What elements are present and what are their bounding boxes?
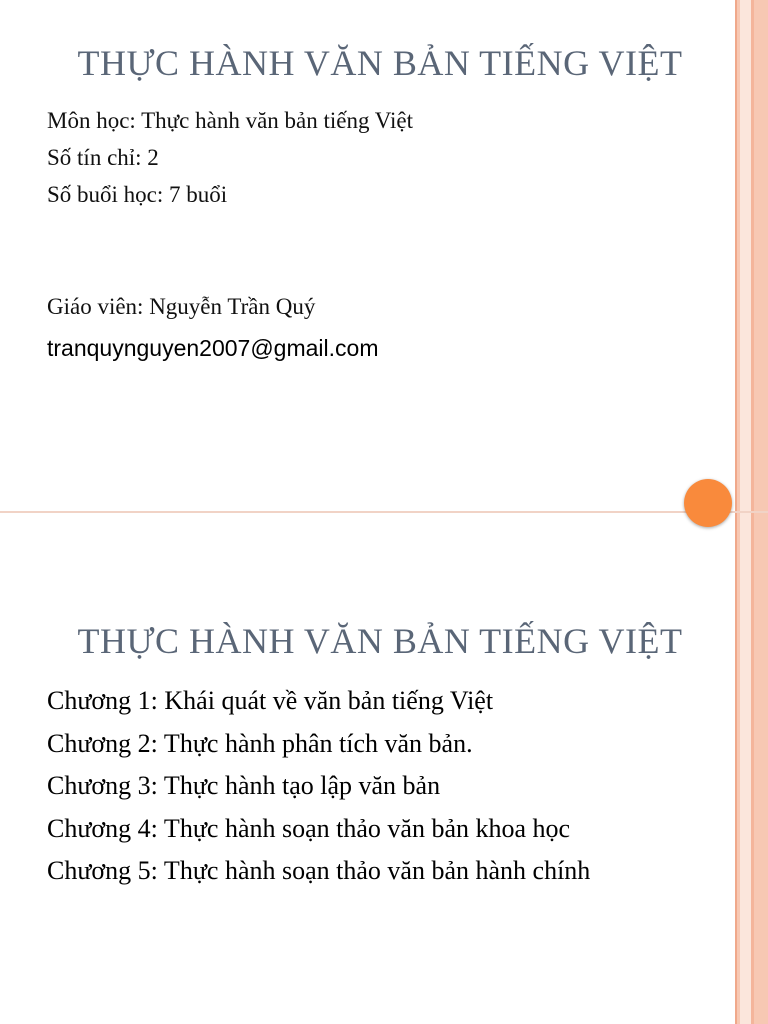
decorative-band-inner <box>740 512 751 1024</box>
course-name: Môn học: Thực hành văn bản tiếng Việt <box>47 108 414 133</box>
chapter-list <box>47 684 590 897</box>
decorative-band-line <box>751 512 754 1024</box>
slide-2 <box>0 512 768 1024</box>
sessions-count: Số buổi học: 7 buổi <box>47 182 228 207</box>
chapter-item: Chương 4: Thực hành soạn thảo văn bản khoa học <box>47 813 571 843</box>
slide-title: THỰC HÀNH VĂN BẢN TIẾNG VIỆT <box>77 43 683 83</box>
orange-circle-decoration <box>684 479 732 527</box>
decorative-band-line <box>735 512 737 1024</box>
chapter-item: Chương 1: Khái quát về văn bản tiếng Việt <box>47 686 494 715</box>
teacher-name: Giáo viên: Nguyễn Trần Quý <box>47 294 316 319</box>
chapter-item: Chương 3: Thực hành tạo lập văn bản <box>47 771 441 800</box>
chapter-item: Chương 2: Thực hành phân tích văn bản. <box>47 728 473 758</box>
chapter-item: Chương 5: Thực hành soạn thảo văn bản hành chính <box>47 856 591 885</box>
teacher-email: tranquynguyen2007@gmail.com <box>47 335 379 361</box>
credits-count: Số tín chỉ: 2 <box>47 145 159 170</box>
slide-title: THỰC HÀNH VĂN BẢN TIẾNG VIỆT <box>77 621 683 661</box>
slide-divider <box>0 511 768 513</box>
